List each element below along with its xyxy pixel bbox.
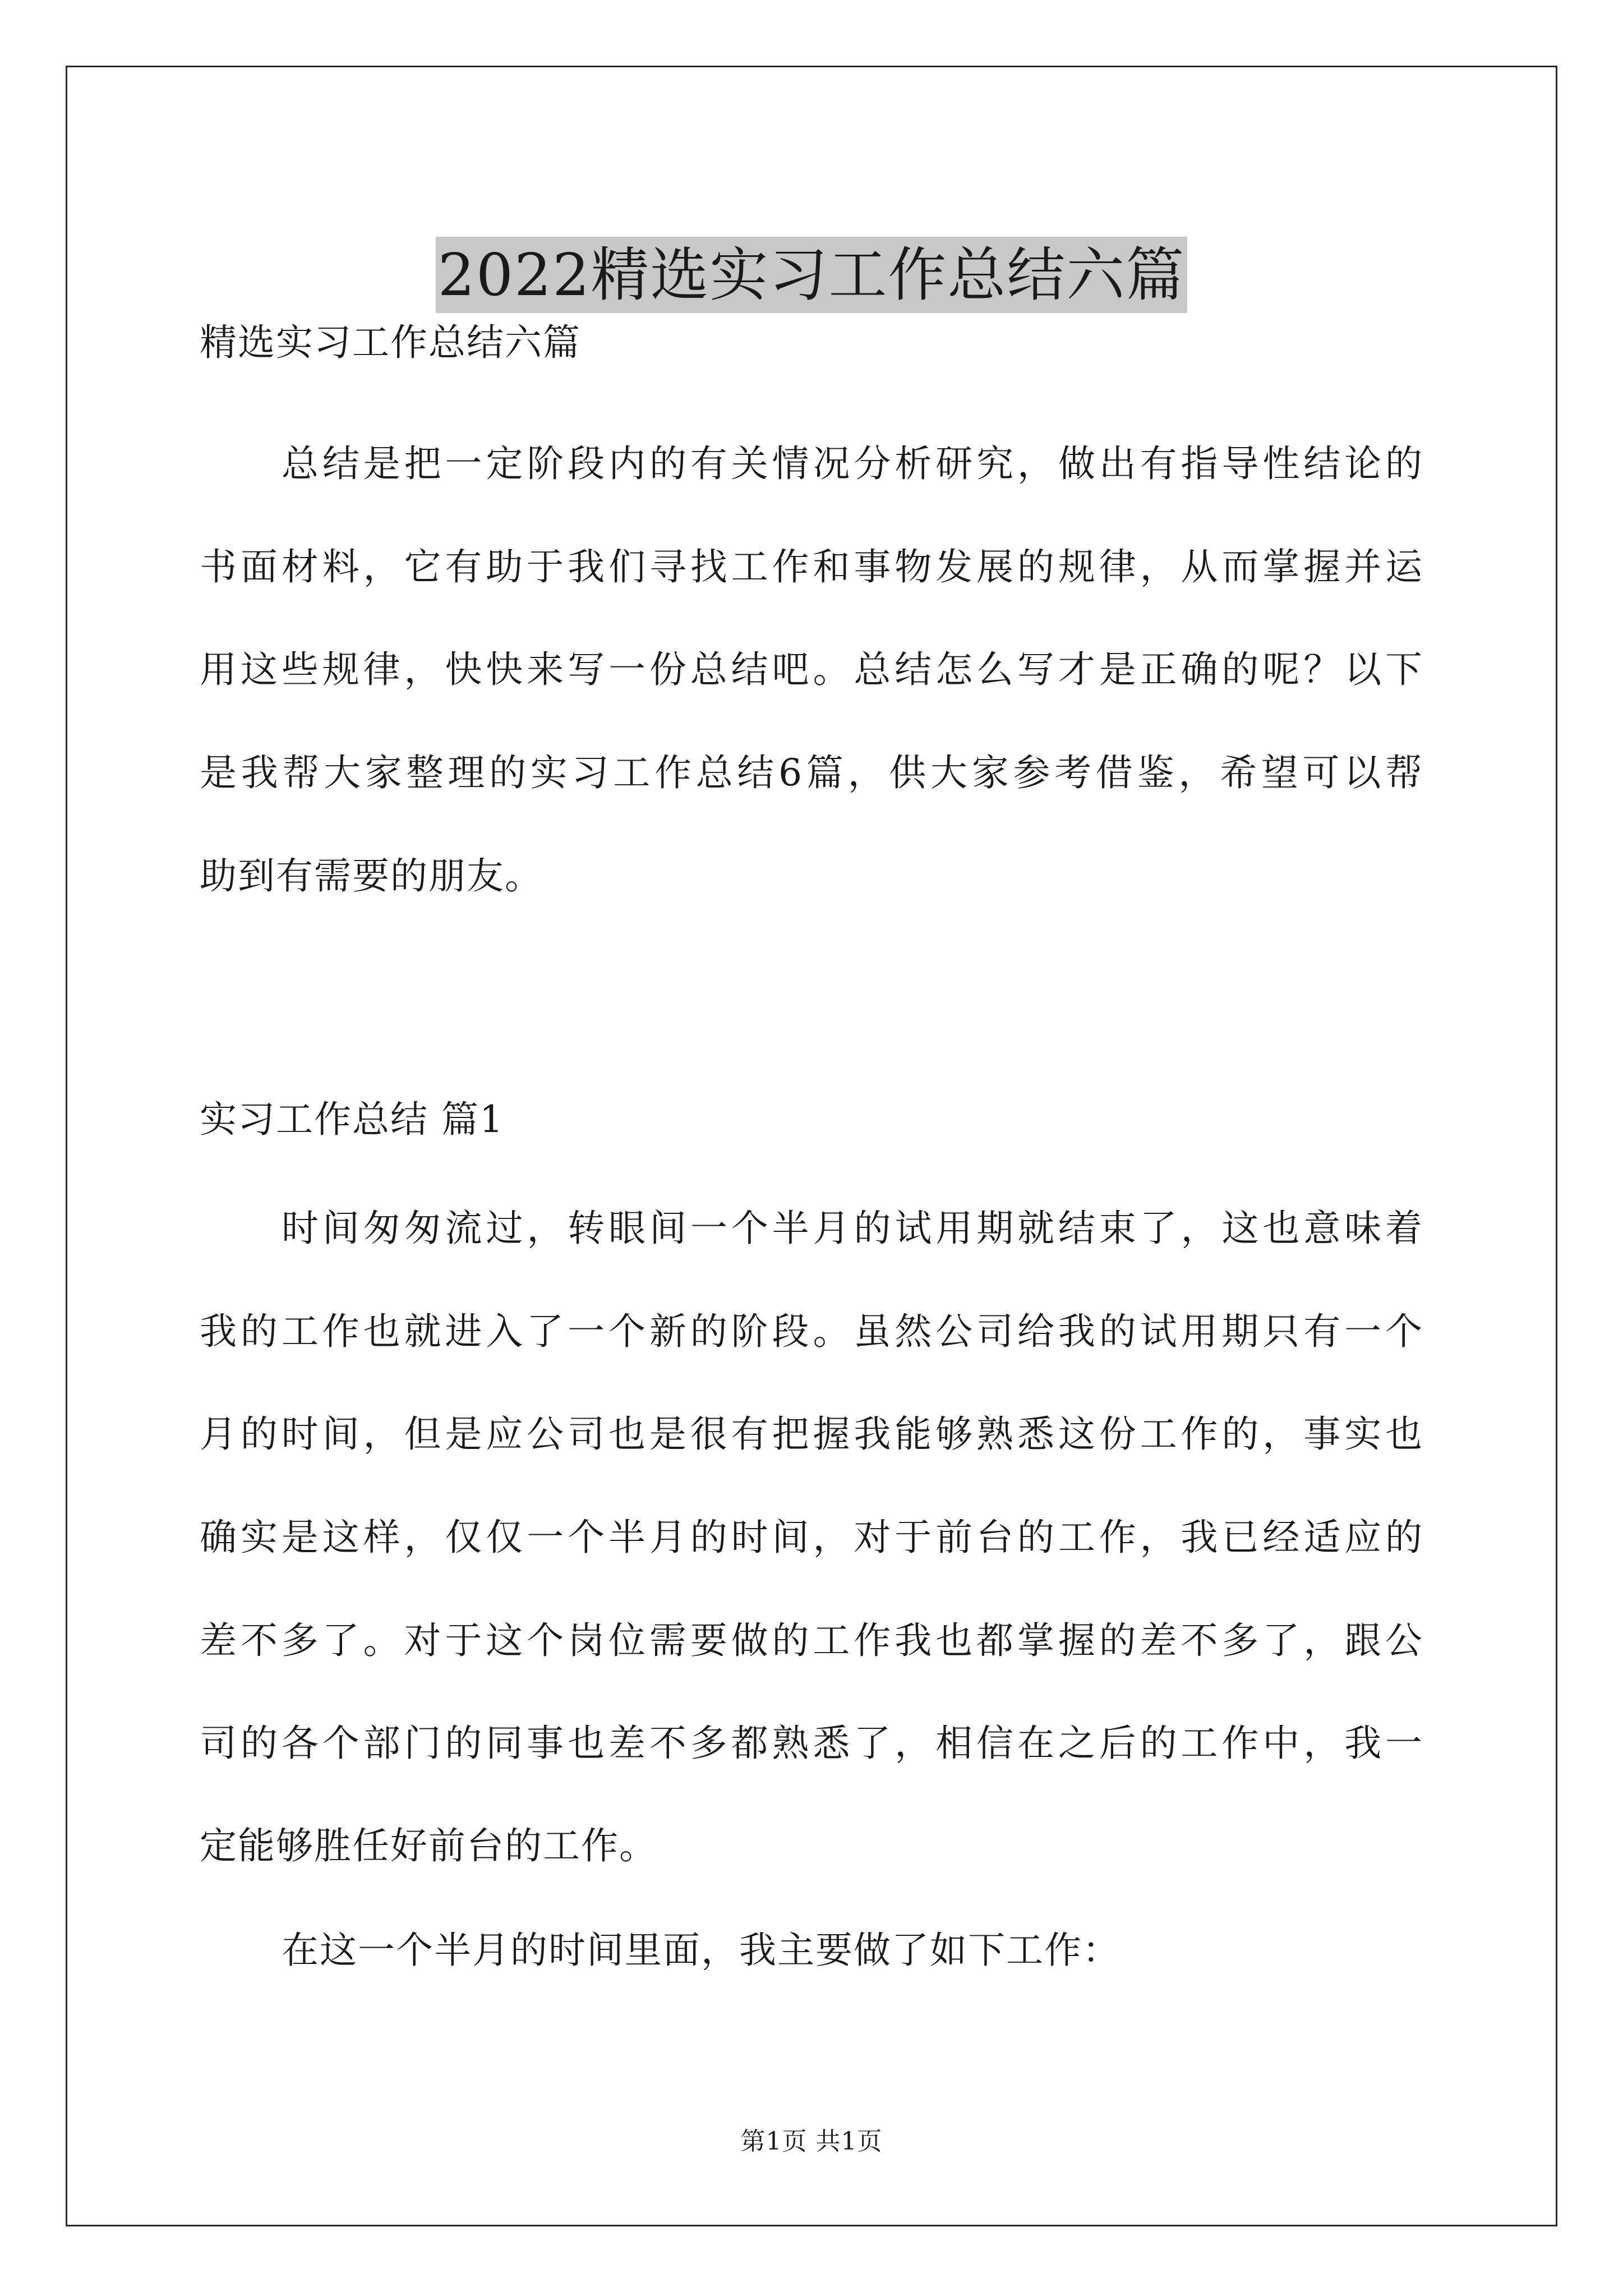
page-number-footer: 第1页 共1页 — [740, 2127, 883, 2156]
section1-line-5: 差不多了。对于这个岗位需要做的工作我也都掌握的差不多了，跟公 — [200, 1619, 1423, 1662]
section1-line-1: 时间匆匆流过，转眼间一个半月的试用期就结束了，这也意味着 — [282, 1207, 1423, 1250]
section1-line-6: 司的各个部门的同事也差不多都熟悉了，相信在之后的工作中，我一 — [200, 1722, 1423, 1765]
section1-line-4: 确实是这样，仅仅一个半月的时间，对于前台的工作，我已经适应的 — [200, 1516, 1423, 1559]
section-heading: 实习工作总结 篇1 — [200, 1098, 504, 1141]
page-border — [66, 66, 1557, 2226]
section1-line-3: 月的时间，但是应公司也是很有把握我能够熟悉这份工作的，事实也 — [200, 1412, 1423, 1456]
intro-line-5: 助到有需要的朋友。 — [200, 854, 543, 898]
section1-line-2: 我的工作也就进入了一个新的阶段。虽然公司给我的试用期只有一个 — [200, 1310, 1423, 1353]
intro-line-1: 总结是把一定阶段内的有关情况分析研究，做出有指导性结论的 — [282, 442, 1423, 485]
subtitle: 精选实习工作总结六篇 — [200, 321, 581, 364]
intro-line-2: 书面材料，它有助于我们寻找工作和事物发展的规律，从而掌握并运 — [200, 545, 1423, 588]
intro-line-4: 是我帮大家整理的实习工作总结6篇，供大家参考借鉴，希望可以帮 — [200, 751, 1423, 794]
intro-line-3: 用这些规律，快快来写一份总结吧。总结怎么写才是正确的呢？以下 — [200, 648, 1423, 691]
section1-line-7: 定能够胜任好前台的工作。 — [200, 1824, 657, 1867]
document-title: 2022精选实习工作总结六篇 — [436, 237, 1188, 313]
section1-paragraph-2: 在这一个半月的时间里面，我主要做了如下工作： — [282, 1929, 1121, 1972]
